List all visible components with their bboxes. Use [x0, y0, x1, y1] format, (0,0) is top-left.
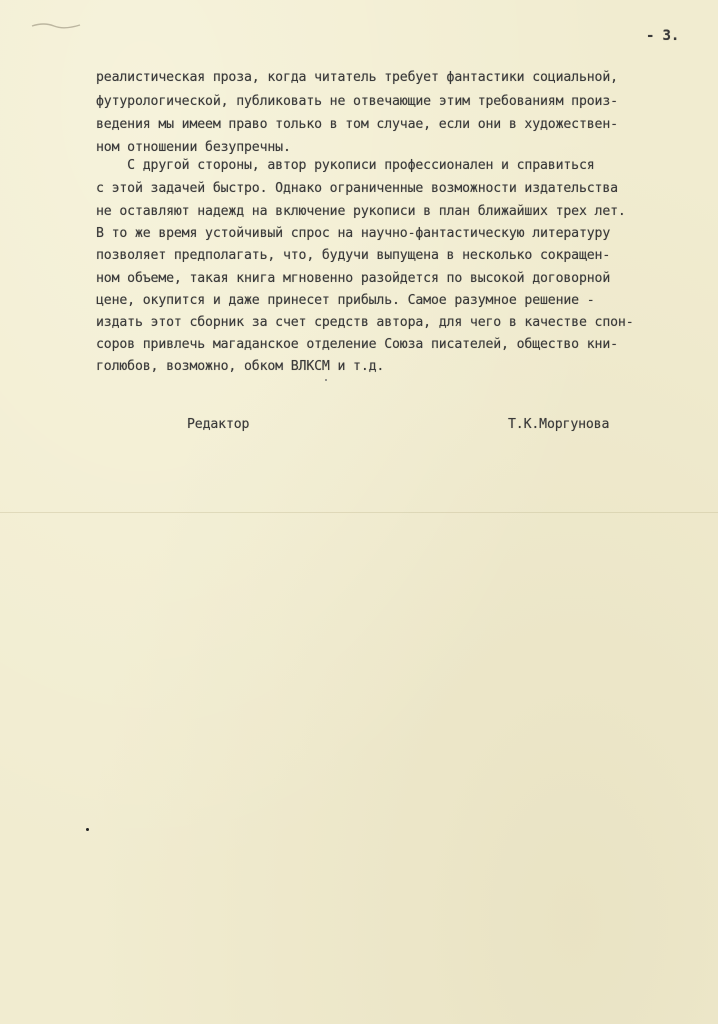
signature-role: Редактор — [187, 417, 250, 432]
body-line: издать этот сборник за счет средств автора, для чего в качестве спон- — [96, 315, 634, 330]
page-number: - 3. — [646, 28, 680, 44]
body-line: позволяет предполагать, что, будучи выпущена в несколько сокращен- — [96, 248, 611, 263]
body-line: соров привлечь магаданское отделение Союза писателей, общество кни- — [96, 337, 618, 352]
body-line: реалистическая проза, когда читатель требует фантастики социальной, — [96, 70, 618, 85]
ink-speck — [325, 379, 327, 381]
body-line: ведения мы имеем право только в том случае, если они в художествен- — [96, 117, 618, 132]
body-line: ном объеме, такая книга мгновенно разойдется по высокой договорной — [96, 271, 611, 286]
body-line: ном отношении безупречны. — [96, 140, 291, 155]
body-line: С другой стороны, автор рукописи профессионален и справиться — [96, 158, 595, 173]
ink-speck — [86, 828, 89, 831]
body-line: футурологической, публиковать не отвечающие этим требованиям произ- — [96, 94, 618, 109]
body-line: В то же время устойчивый спрос на научно-фантастическую литературу — [96, 226, 611, 241]
paper-fold — [0, 512, 718, 513]
signature-name: Т.К.Моргунова — [508, 417, 610, 432]
paper-scuff-mark — [30, 20, 82, 30]
body-line: цене, окупится и даже принесет прибыль. Самое разумное решение - — [96, 293, 595, 308]
body-line: голюбов, возможно, обком ВЛКСМ и т.д. — [96, 359, 385, 374]
body-line: с этой задачей быстро. Однако ограниченные возможности издательства — [96, 181, 618, 196]
body-line: не оставляют надежд на включение рукописи в план ближайших трех лет. — [96, 204, 626, 219]
